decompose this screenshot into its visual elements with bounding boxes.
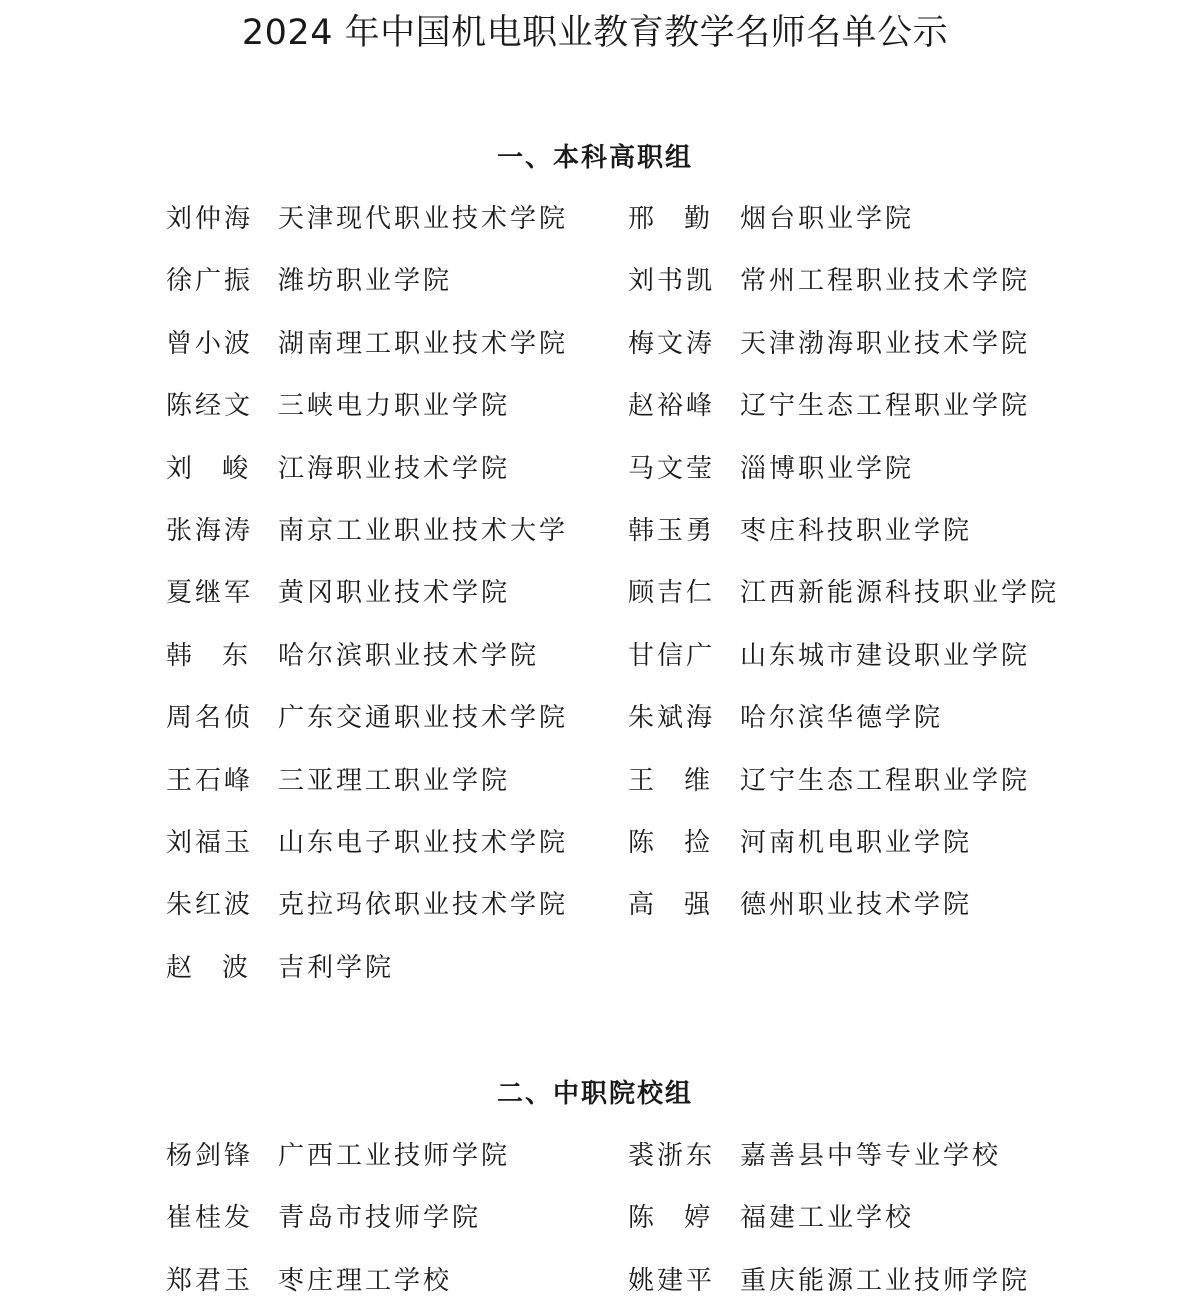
teacher-name: 朱斌海: [628, 703, 716, 734]
teacher-name: 陈 捡: [628, 828, 710, 858]
institution-name: 湖南理工职业技术学院: [278, 328, 569, 359]
institution-name: 常州工程职业技术学院: [740, 266, 1031, 297]
institution-name: 山东城市建设职业学院: [740, 640, 1031, 671]
teacher-name: 张海涛: [166, 516, 254, 546]
teacher-name: 韩玉勇: [628, 516, 716, 546]
teacher-name: 刘福玉: [166, 828, 254, 858]
institution-name: 山东电子职业技术学院: [278, 828, 569, 858]
institution-name: 哈尔滨华德学院: [740, 703, 944, 734]
institution-name: 重庆能源工业技师学院: [740, 1265, 1031, 1296]
institution-name: 枣庄科技职业学院: [740, 516, 973, 546]
teacher-name: 王石峰: [166, 765, 254, 796]
teacher-name: 刘 峻: [166, 453, 248, 484]
teacher-name: 顾吉仁: [628, 578, 716, 609]
teacher-name: 曾小波: [166, 328, 254, 359]
institution-name: 三亚理工职业学院: [278, 765, 511, 796]
teacher-name: 郑君玉: [166, 1265, 254, 1296]
institution-name: 天津现代职业技术学院: [278, 204, 569, 234]
institution-name: 广东交通职业技术学院: [278, 703, 569, 734]
institution-name: 三峡电力职业学院: [278, 391, 511, 422]
institution-name: 黄冈职业技术学院: [278, 578, 511, 609]
teacher-name: 徐广振: [166, 266, 254, 297]
teacher-name: 姚建平: [628, 1265, 716, 1296]
teacher-name: 赵裕峰: [628, 391, 716, 422]
institution-name: 克拉玛依职业技术学院: [278, 890, 569, 921]
institution-name: 河南机电职业学院: [740, 828, 973, 858]
teacher-name: 高 强: [628, 890, 710, 921]
teacher-name: 赵 波: [166, 952, 248, 983]
teacher-name: 夏继军: [166, 578, 254, 609]
institution-name: 吉利学院: [278, 952, 395, 983]
institution-name: 嘉善县中等专业学校: [740, 1141, 1002, 1171]
institution-name: 江西新能源科技职业学院: [740, 578, 1060, 609]
institution-name: 潍坊职业学院: [278, 266, 453, 297]
institution-name: 淄博职业学院: [740, 453, 915, 484]
institution-name: 南京工业职业技术大学: [278, 516, 569, 546]
teacher-name: 崔桂发: [166, 1203, 254, 1234]
section-heading: 一、本科高职组: [496, 143, 693, 173]
teacher-name: 陈 婷: [628, 1203, 710, 1234]
teacher-name: 陈经文: [166, 391, 254, 422]
institution-name: 天津渤海职业技术学院: [740, 328, 1031, 359]
institution-name: 德州职业技术学院: [740, 890, 973, 921]
institution-name: 广西工业技师学院: [278, 1141, 511, 1171]
institution-name: 辽宁生态工程职业学院: [740, 765, 1031, 796]
institution-name: 烟台职业学院: [740, 204, 915, 234]
teacher-name: 刘书凯: [628, 266, 716, 297]
teacher-name: 朱红波: [166, 890, 254, 921]
teacher-name: 邢 勤: [628, 204, 710, 234]
institution-name: 江海职业技术学院: [278, 453, 511, 484]
teacher-name: 裘浙东: [628, 1141, 716, 1171]
teacher-name: 王 维: [628, 765, 710, 796]
page-title: 2024 年中国机电职业教育教学名师名单公示: [241, 13, 949, 53]
teacher-name: 杨剑锋: [166, 1141, 254, 1171]
teacher-name: 梅文涛: [628, 328, 716, 359]
institution-name: 福建工业学校: [740, 1203, 915, 1234]
section-heading: 二、中职院校组: [496, 1079, 693, 1109]
teacher-name: 刘仲海: [166, 204, 254, 234]
institution-name: 哈尔滨职业技术学院: [278, 640, 540, 671]
institution-name: 青岛市技师学院: [278, 1203, 482, 1234]
teacher-name: 周名侦: [166, 703, 254, 734]
institution-name: 辽宁生态工程职业学院: [740, 391, 1031, 422]
institution-name: 枣庄理工学校: [278, 1265, 453, 1296]
teacher-name: 韩 东: [166, 640, 248, 671]
teacher-name: 马文莹: [628, 453, 716, 484]
teacher-name: 甘信广: [628, 640, 716, 671]
